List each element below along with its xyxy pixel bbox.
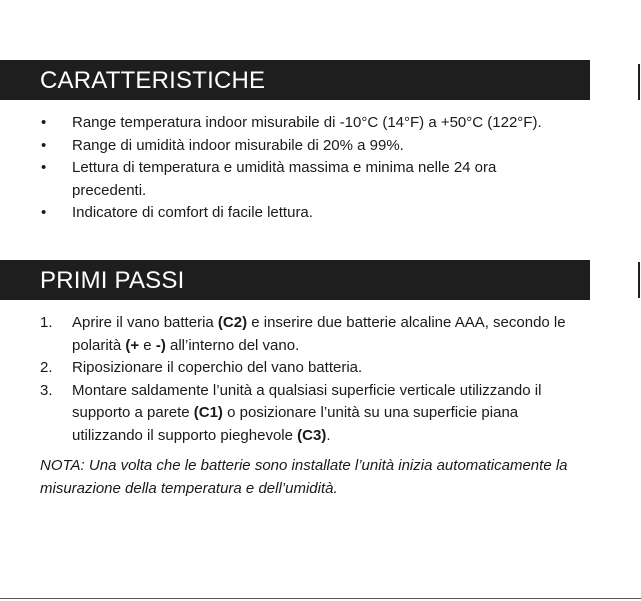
section-header-caratteristiche xyxy=(0,60,590,100)
section-title: CARATTERISTICHE xyxy=(40,67,266,94)
step-item xyxy=(40,357,570,380)
step-text: Montare saldamente l’unità a qualsiasi superficie verticale utilizzando il supporto a parete (C1) o posizionare l’unità su una superficie piana utilizzando il supporto pieghevole (C3). xyxy=(72,381,542,444)
step-number: 3. xyxy=(40,381,53,399)
bullet-marker: • xyxy=(41,114,47,131)
section-header-primi-passi xyxy=(0,260,590,300)
step-text: Aprire il vano batteria (C2) e inserire due batterie alcaline AAA, secondo le polarità (+ e -) all’interno del vano. xyxy=(72,314,566,354)
list-item-text: Range temperatura indoor misurabile di -10°C (14°F) a +50°C (122°F). xyxy=(72,114,542,131)
page-edge-mark xyxy=(638,262,640,298)
step-text: Riposizionare il coperchio del vano batteria. xyxy=(72,359,363,376)
steps-list xyxy=(40,312,570,447)
list-item xyxy=(40,157,570,202)
list-item xyxy=(40,135,570,158)
polarity-minus: -) xyxy=(155,336,166,354)
step-number: 2. xyxy=(40,359,53,376)
list-item-text: Indicatore di comfort di facile lettura. xyxy=(72,204,313,221)
polarity-plus: (+ xyxy=(125,336,140,354)
reference-c2: (C2) xyxy=(217,314,248,331)
bullet-marker: • xyxy=(41,159,47,176)
reference-c3: (C3) xyxy=(297,426,327,444)
features-list xyxy=(40,112,570,225)
footer-divider xyxy=(0,598,641,599)
step-number: 1. xyxy=(40,314,53,331)
section-title: PRIMI PASSI xyxy=(40,267,185,294)
step-item xyxy=(40,312,570,357)
step-item xyxy=(40,380,570,448)
list-item xyxy=(40,112,570,135)
list-item-text: Range di umidità indoor misurabile di 20% a 99%. xyxy=(72,136,404,154)
bullet-marker: • xyxy=(41,204,47,221)
list-item xyxy=(40,202,570,225)
page-edge-mark xyxy=(638,64,640,100)
bullet-marker: • xyxy=(41,136,47,154)
reference-c1: (C1) xyxy=(193,404,223,421)
list-item-text: Lettura di temperatura e umidità massima e minima nelle 24 ora precedenti. xyxy=(72,159,497,199)
note-text: NOTA: Una volta che le batterie sono installate l’unità inizia automaticamente la misurazione della temperatura e dell’umidità. xyxy=(40,457,568,497)
